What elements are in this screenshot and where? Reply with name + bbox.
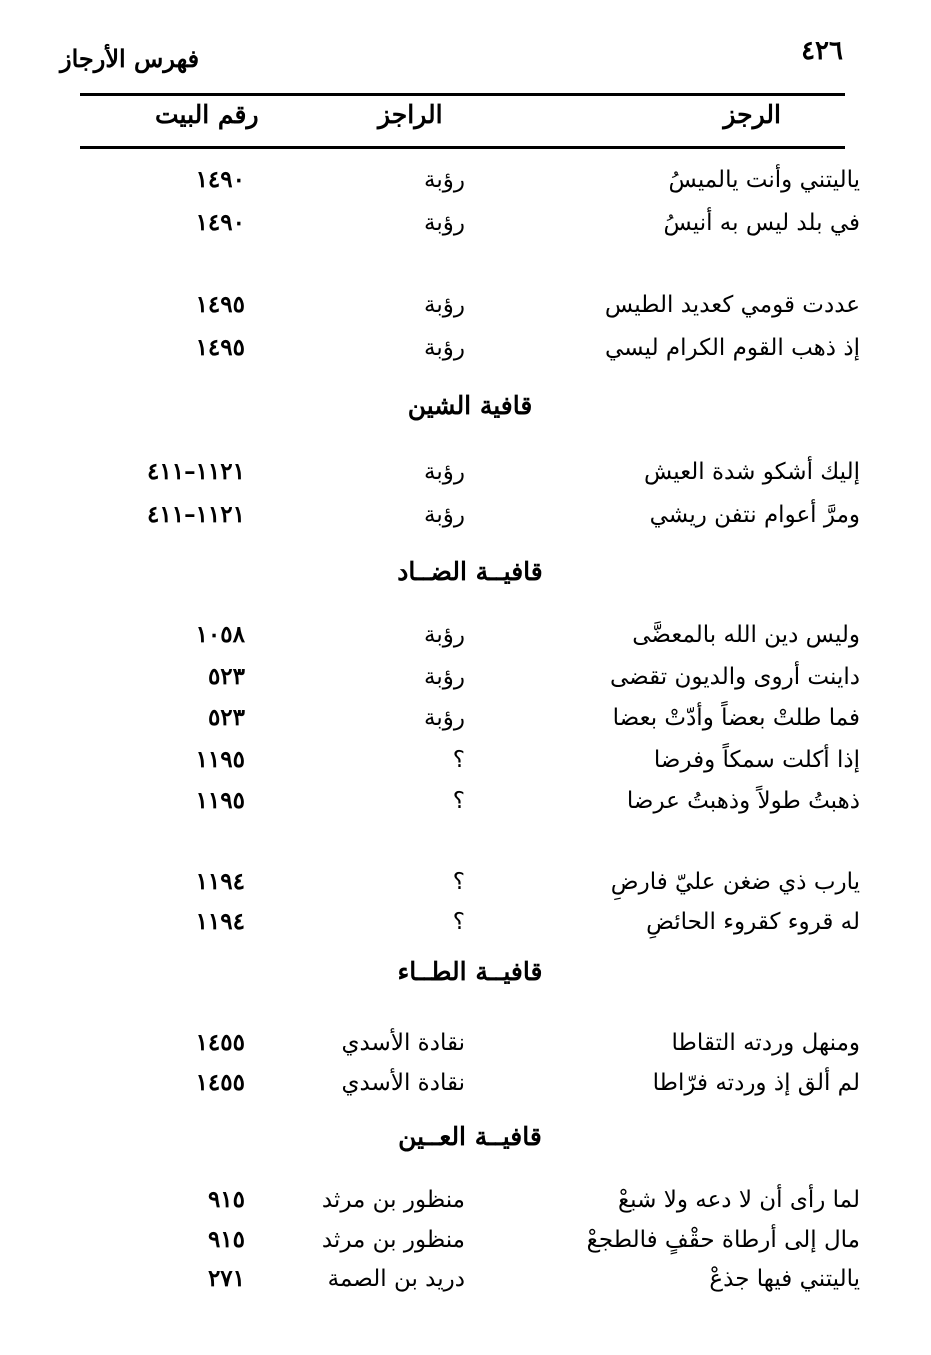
verse-text: لم ألق إذ وردته فرّاطا bbox=[652, 1070, 860, 1096]
poet-name: رؤبة bbox=[424, 622, 465, 648]
table-row bbox=[80, 1220, 860, 1260]
verse-number: ١١٢١–٤١١ bbox=[147, 501, 245, 528]
verse-number: ١٠٥٨ bbox=[195, 621, 245, 648]
verse-text: ياليتني وأنت يالميسُ bbox=[668, 167, 860, 193]
header-rule bbox=[80, 93, 845, 96]
poet-name: دريد بن الصمة bbox=[327, 1266, 465, 1292]
table-row bbox=[80, 495, 860, 535]
table-row bbox=[80, 160, 860, 200]
column-header-poet: الراجز bbox=[378, 100, 443, 129]
verse-text: ومرَّ أعوام نتفن ريشي bbox=[649, 502, 860, 528]
section-title: قافيــة الطــاء bbox=[397, 957, 543, 986]
verse-number: ١١٩٤ bbox=[195, 908, 245, 935]
column-header-verse: الرجز bbox=[723, 100, 781, 129]
verse-number: ١٤٩٥ bbox=[195, 291, 245, 318]
verse-number: ١٤٩٥ bbox=[195, 334, 245, 361]
verse-text: ياليتني فيها جذعْ bbox=[709, 1266, 860, 1292]
table-row bbox=[80, 1063, 860, 1103]
table-row bbox=[80, 698, 860, 738]
verse-text: يارب ذي ضغن عليّ فارضِ bbox=[610, 869, 860, 895]
verse-text: وليس دين الله بالمعضَّى bbox=[632, 622, 860, 648]
column-header-number: رقم البيت bbox=[155, 100, 259, 129]
verse-text: إذ ذهب القوم الكرام ليسي bbox=[604, 335, 860, 361]
poet-name: نقادة الأسدي bbox=[341, 1030, 465, 1056]
poet-name: رؤبة bbox=[424, 292, 465, 318]
section-title: قافيــة العــين bbox=[398, 1122, 542, 1151]
poet-name: رؤبة bbox=[424, 210, 465, 236]
column-header-rule bbox=[80, 146, 845, 149]
verse-number: ١١٩٤ bbox=[195, 868, 245, 895]
table-row bbox=[80, 203, 860, 243]
verse-number: ٩١٥ bbox=[207, 1186, 245, 1213]
table-row bbox=[80, 781, 860, 821]
verse-text: داينت أروى والديون تقضى bbox=[609, 664, 860, 690]
poet-name: ؟ bbox=[452, 788, 465, 814]
section-title: قافيــة الضــاد bbox=[397, 557, 543, 586]
table-row bbox=[80, 657, 860, 697]
verse-number: ١٤٩٠ bbox=[195, 209, 245, 236]
table-row bbox=[80, 328, 860, 368]
page-number: ٤٢٦ bbox=[801, 36, 843, 66]
poet-name: رؤبة bbox=[424, 459, 465, 485]
section-title: قافية الشين bbox=[407, 391, 533, 420]
poet-name: رؤبة bbox=[424, 664, 465, 690]
verse-number: ١٤٥٥ bbox=[195, 1029, 245, 1056]
table-row bbox=[80, 285, 860, 325]
verse-text: لما رأى أن لا دعه ولا شبعْ bbox=[617, 1187, 860, 1213]
poet-name: منظور بن مرثد bbox=[321, 1227, 465, 1253]
table-row bbox=[80, 452, 860, 492]
table-row bbox=[80, 1023, 860, 1063]
verse-number: ١١٩٥ bbox=[195, 787, 245, 814]
poet-name: ؟ bbox=[452, 869, 465, 895]
verse-text: عددت قومي كعديد الطيس bbox=[604, 292, 860, 318]
poet-name: ؟ bbox=[452, 909, 465, 935]
poet-name: رؤبة bbox=[424, 167, 465, 193]
verse-text: مال إلى أرطاة حقْفٍ فالطجعْ bbox=[586, 1227, 860, 1253]
verse-text: في بلد ليس به أنيسُ bbox=[663, 210, 860, 236]
verse-number: ١١٩٥ bbox=[195, 746, 245, 773]
poet-name: رؤبة bbox=[424, 502, 465, 528]
verse-text: له قروء كقروء الحائضِ bbox=[646, 909, 860, 935]
verse-text: ذهبتُ طولاً وذهبتُ عرضا bbox=[626, 788, 860, 814]
poet-name: رؤبة bbox=[424, 705, 465, 731]
table-row bbox=[80, 615, 860, 655]
verse-text: فما طلتْ بعضاً وأدّتْ بعضا bbox=[612, 705, 860, 731]
table-row bbox=[80, 740, 860, 780]
verse-number: ٥٢٣ bbox=[207, 663, 245, 690]
poet-name: نقادة الأسدي bbox=[341, 1070, 465, 1096]
table-row bbox=[80, 902, 860, 942]
running-title: فهرس الأرجاز bbox=[60, 44, 200, 73]
verse-number: ٥٢٣ bbox=[207, 704, 245, 731]
verse-text: ومنهل وردته التقاطا bbox=[671, 1030, 860, 1056]
table-row bbox=[80, 1180, 860, 1220]
verse-number: ٢٧١ bbox=[207, 1265, 245, 1292]
poet-name: رؤبة bbox=[424, 335, 465, 361]
table-row bbox=[80, 862, 860, 902]
verse-text: إليك أشكو شدة العيش bbox=[643, 459, 860, 485]
poet-name: ؟ bbox=[452, 747, 465, 773]
verse-number: ١٤٥٥ bbox=[195, 1069, 245, 1096]
verse-number: ١٤٩٠ bbox=[195, 166, 245, 193]
poet-name: منظور بن مرثد bbox=[321, 1187, 465, 1213]
verse-number: ١١٢١–٤١١ bbox=[147, 458, 245, 485]
table-row bbox=[80, 1259, 860, 1299]
verse-text: إذا أكلت سمكاً وفرضا bbox=[653, 747, 860, 773]
verse-number: ٩١٥ bbox=[207, 1226, 245, 1253]
